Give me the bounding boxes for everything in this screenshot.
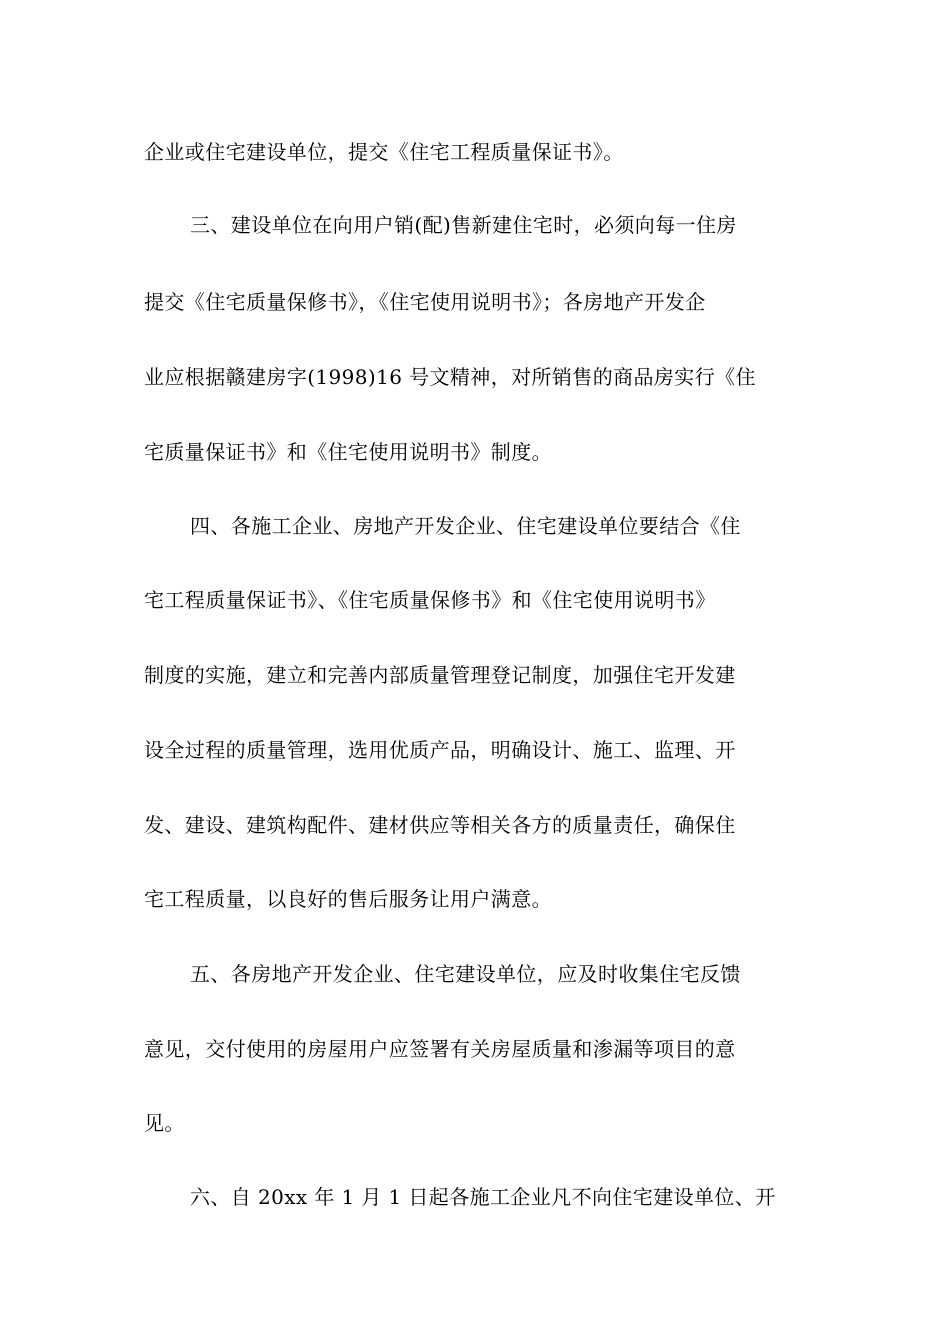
text-line-13: 意见，交付使用的房屋用户应签署有关房屋质量和渗漏等项目的意 xyxy=(144,1037,736,1061)
text-line-14: 见。 xyxy=(144,1111,185,1135)
text-line-6: 四、各施工企业、房地产开发企业、住宅建设单位要结合《住 xyxy=(190,514,741,538)
text-line-5: 宅质量保证书》和《住宅使用说明书》制度。 xyxy=(144,440,552,464)
text-line-1: 企业或住宅建设单位，提交《住宅工程质量保证书》。 xyxy=(144,140,624,164)
text-line-15: 六、自 20xx 年 1 月 1 日起各施工企业凡不向住宅建设单位、开 xyxy=(190,1185,776,1209)
text-line-3: 提交《住宅质量保修书》，《住宅使用说明书》；各房地产开发企 xyxy=(144,290,706,314)
text-line-9: 设全过程的质量管理，选用优质产品，明确设计、施工、监理、开 xyxy=(144,738,736,762)
text-line-8: 制度的实施，建立和完善内部质量管理登记制度，加强住宅开发建 xyxy=(144,663,736,687)
text-line-2: 三、建设单位在向用户销(配)售新建住宅时，必须向每一住房 xyxy=(190,213,737,237)
text-line-7: 宅工程质量保证书》、《住宅质量保修书》和《住宅使用说明书》 xyxy=(144,588,716,612)
text-line-10: 发、建设、建筑构配件、建材供应等相关各方的质量责任，确保住 xyxy=(144,813,736,837)
text-line-4: 业应根据赣建房字(1998)16 号文精神，对所销售的商品房实行《住 xyxy=(144,365,756,389)
text-line-11: 宅工程质量，以良好的售后服务让用户满意。 xyxy=(144,887,552,911)
text-line-12: 五、各房地产开发企业、住宅建设单位，应及时收集住宅反馈 xyxy=(190,962,741,986)
